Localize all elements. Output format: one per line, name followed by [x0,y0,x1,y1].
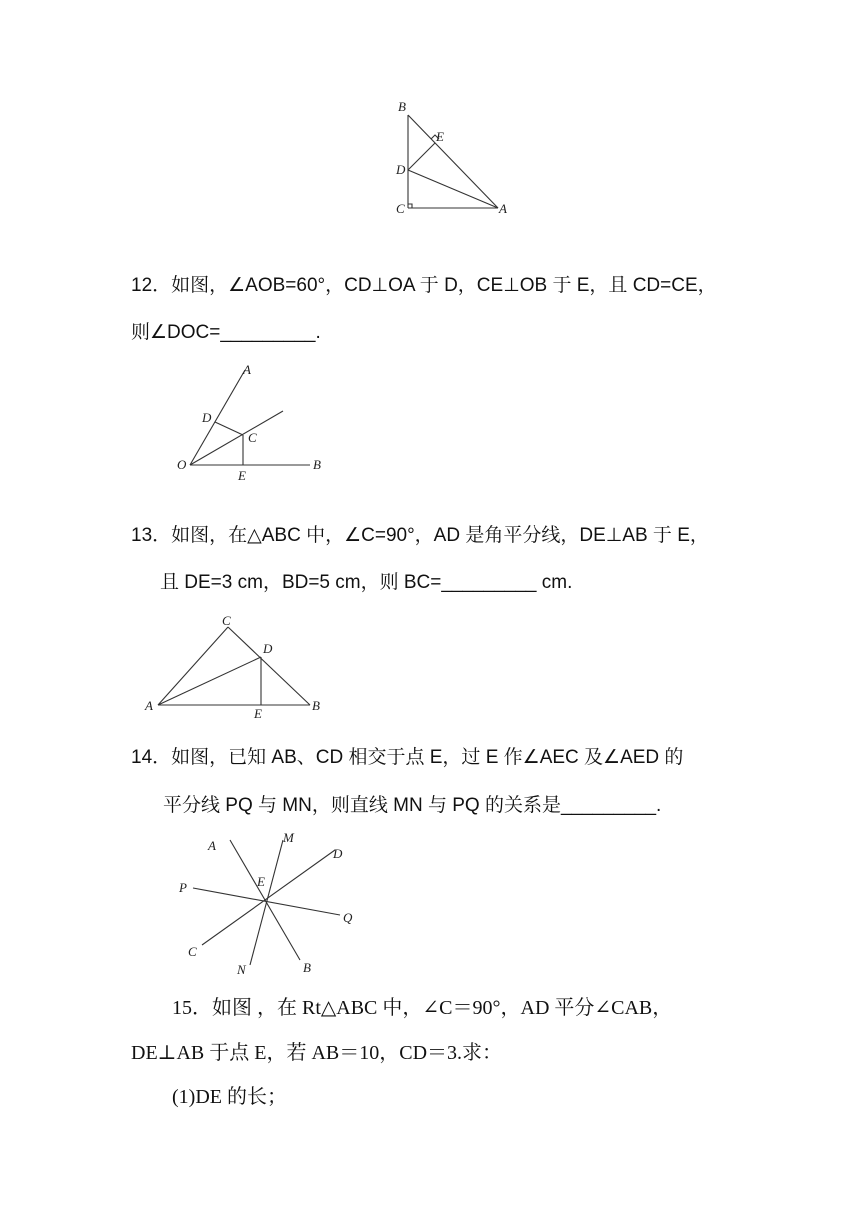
label-e: E [436,129,444,144]
label-b: B [398,99,406,114]
segment-ba [408,115,498,208]
question-13-line-2: 且 DE=3 cm，BD=5 cm，则 BC=_________ cm. [160,572,573,593]
label-c: C [396,201,405,216]
line-mn [250,840,283,965]
line-pq [193,888,340,915]
label-b: B [312,698,320,713]
ray-oa [190,370,245,465]
figure-angle-aob [175,360,335,485]
label-a: A [145,698,153,713]
question-12-line-1: 12．如图，∠AOB=60°，CD⊥OA 于 D，CE⊥OB 于 E，且 CD=CE， [131,275,717,296]
question-15-line-3: (1)DE 的长； [172,1086,287,1108]
label-d: D [333,846,343,861]
right-angle-mark-c [408,204,412,208]
segment-de [408,143,435,170]
label-e: E [238,468,246,483]
label-c: C [188,944,197,959]
question-12-line-2: 则∠DOC=_________. [131,322,321,343]
label-e: E [257,874,265,889]
question-15-line-1: 15．如图 ，在 Rt△ABC 中，∠C＝90°，AD 平分∠CAB， [172,997,673,1019]
label-p: P [179,880,187,895]
label-b: B [303,960,311,975]
figure-triangle-abc [140,610,340,720]
label-e: E [254,706,262,721]
label-c: C [248,430,257,445]
figure-triangle-bca [390,95,520,225]
label-a: A [243,362,251,377]
question-14-line-2: 平分线 PQ 与 MN，则直线 MN 与 PQ 的关系是_________. [163,795,662,816]
label-d: D [263,641,273,656]
question-13-line-1: 13．如图，在△ABC 中，∠C=90°，AD 是角平分线，DE⊥AB 于 E， [131,525,709,546]
label-o: O [177,457,187,472]
figure-intersecting-lines [175,830,365,980]
label-d: D [396,162,406,177]
segment-da [408,170,498,208]
label-q: Q [343,910,353,925]
label-b: B [313,457,321,472]
label-a: A [499,201,507,216]
question-14-line-1: 14．如图，已知 AB、CD 相交于点 E，过 E 作∠AEC 及∠AED 的 [131,747,684,768]
label-a: A [208,838,216,853]
segment-ac [158,627,228,705]
line-cd [202,850,335,945]
label-d: D [202,410,212,425]
label-m: M [283,830,294,845]
segment-ad [158,657,261,705]
segment-dc [215,422,243,435]
segment-cb [228,627,310,705]
label-c: C [222,613,231,628]
question-15-line-2: DE⊥AB 于点 E，若 AB＝10，CD＝3.求： [131,1042,503,1064]
label-n: N [237,962,246,977]
